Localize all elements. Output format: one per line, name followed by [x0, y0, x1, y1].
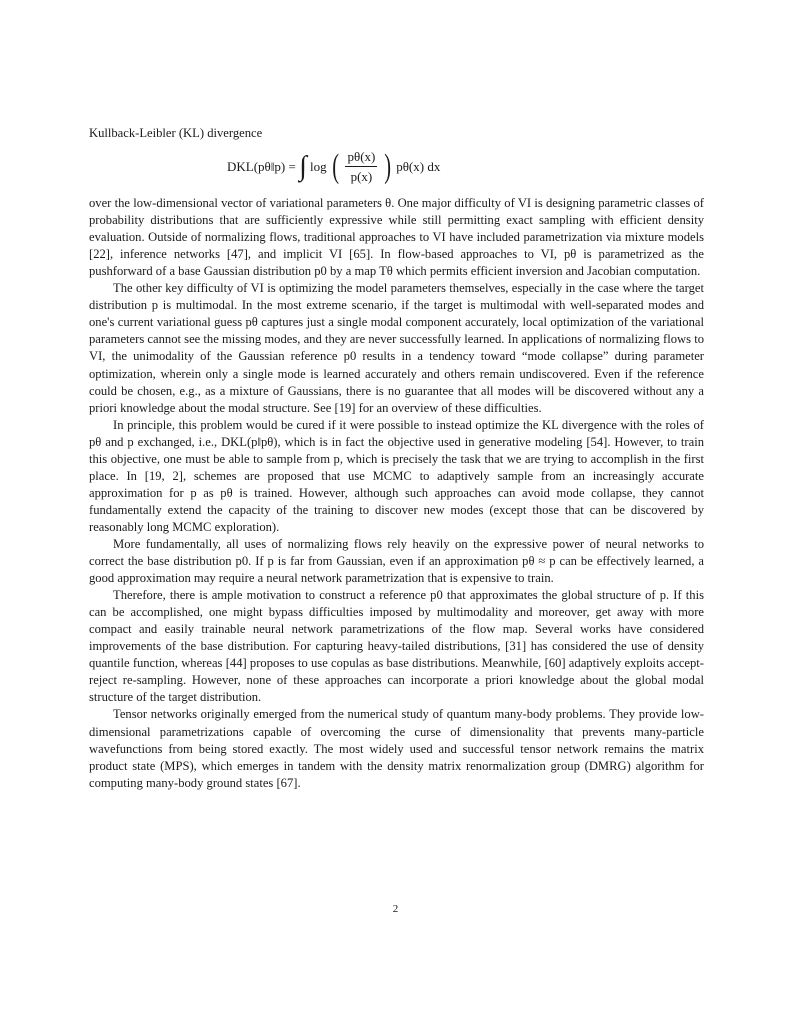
paragraph-intro: Kullback-Leibler (KL) divergence: [89, 126, 263, 140]
paragraph-expressive-power: More fundamentally, all uses of normalizing flows rely heavily on the expressive power of neural networks to correct the base distribution p0. If p is far from Gaussian, even if an approximation pθ ≈ p can be effectively learned, a good approximation may require a neural network parametrization that is expensive to train.: [89, 536, 704, 586]
body-text: [89, 125, 704, 792]
log-operator: log: [310, 159, 327, 175]
integral-sign: ∫: [299, 150, 307, 182]
paragraph-vi-difficulty: over the low-dimensional vector of variational parameters θ. One major difficulty of VI is designing parametric classes of probability distributions that are sufficiently expressive while still permitting exact sampling with efficient density evaluation. Outside of normalizing flows, traditional approaches to VI have included parametrization via mixture models [22], inference networks [47], and implicit VI [65]. In flow-based approaches to VI, pθ is parametrized as the pushforward of a base Gaussian distribution p0 by a map Tθ which permits efficient inversion and Jacobian computation.: [89, 196, 704, 279]
equation-lhs: DKL(pθ‖p) =: [227, 159, 296, 175]
left-paren: (: [332, 147, 339, 185]
equation-rhs: pθ(x) dx: [396, 159, 441, 175]
density-ratio: [345, 148, 377, 185]
page-number: 2: [392, 903, 399, 915]
paragraph-tensor-networks: Tensor networks originally emerged from the numerical study of quantum many-body problems. They provide low-dimensional parametrizations capable of overcoming the curse of dimensionality that prevents many-particle wavefunctions from being stored exactly. The most widely used and successful tensor network remains the matrix product state (MPS), which emerges in tandem with the density matrix renormalization group (DMRG) algorithm for computing many-body ground states [67].: [89, 707, 704, 790]
paragraph-kl-exchange: In principle, this problem would be cured if it were possible to instead optimize the KL divergence with the roles of pθ and p exchanged, i.e., DKL(p‖pθ), which is in fact the objective used in generative modeling [54]. However, to train this objective, one must be able to sample from p, which is precisely the task that we are trying to accomplish in the first place. In [19, 2], schemes are proposed that use MCMC to adaptively sample from an increasingly accurate approximation for p as pθ is trained. However, although such approaches can avoid mode collapse, they cannot fundamentally extend the capacity of the training to discover new modes (except those that can be discovered by reasonably long MCMC exploration).: [89, 417, 704, 534]
right-paren: ): [383, 147, 391, 185]
ratio-numerator: pθ(x): [345, 148, 377, 167]
paragraph-reference-motivation: Therefore, there is ample motivation to construct a reference p0 that approximates the global structure of p. If this can be accomplished, one might bypass difficulties imposed by multimodality and moreover, get away with more compact and easily trainable neural network parametrizations of the flow map. Several works have considered improvements of the base distribution. For capturing heavy-tailed distributions, [31] has considered the use of density quantile function, whereas [44] proposes to use copulas as base distributions. Meanwhile, [60] adaptively exploits accept-reject re-sampling. However, none of these approaches can incorporate a priori knowledge about the global modal structure of the target distribution.: [89, 588, 704, 705]
paragraph-optimization: The other key difficulty of VI is optimizing the model parameters themselves, especially in the case where the target distribution p is multimodal. In the most extreme scenario, if the target is multimodal with well-separated modes and one's current variational guess pθ captures just a single modal component accurately, local optimization of the variational parameters cannot see the missing modes, and they are never successfully learned. In applications of normalizing flows to VI, the unimodality of the Gaussian reference p0 results in a tendency toward “mode collapse” during parameter optimization, wherein only a single mode is learned accurately and others remain undiscovered. Even if the reference could be chosen, e.g., as a mixture of Gaussians, there is no guarantee that all modes will be discovered without any a priori knowledge about the modal structure. See [19] for an overview of these difficulties.: [89, 281, 704, 415]
ratio-denominator: p(x): [350, 169, 373, 185]
kl-divergence-equation: [89, 144, 704, 192]
